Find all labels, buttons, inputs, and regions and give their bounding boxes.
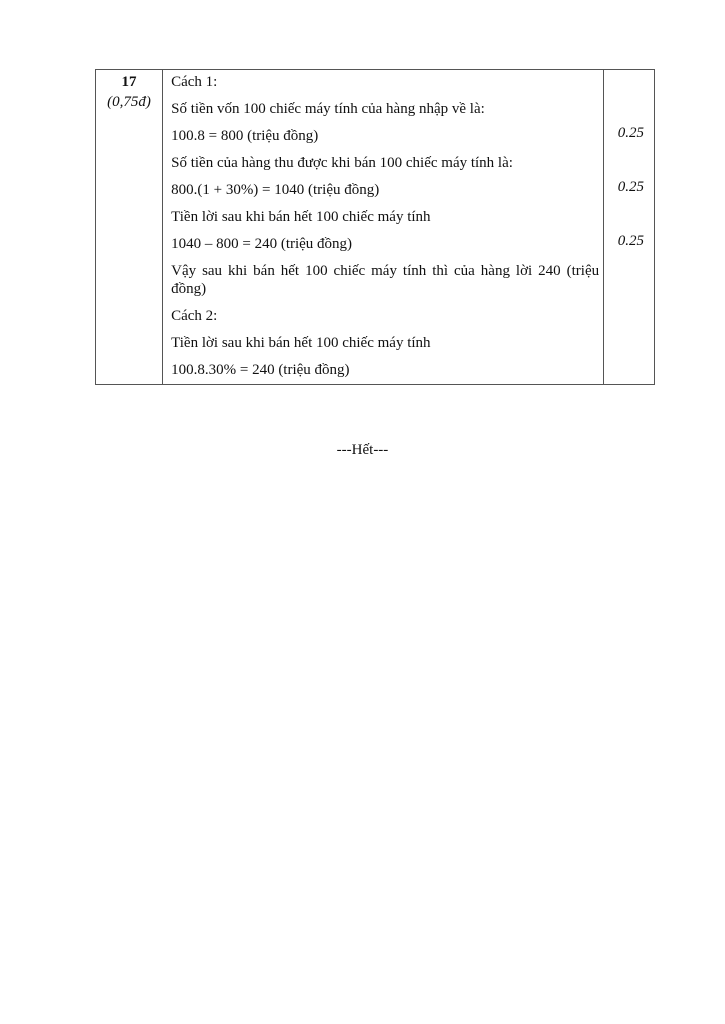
score-value: 0.25 <box>617 179 644 195</box>
question-number: 17 <box>121 74 137 90</box>
solution-line: Tiền lời sau khi bán hết 100 chiếc máy tính <box>171 209 431 225</box>
solution-line: Số tiền của hàng thu được khi bán 100 chiếc máy tính là: <box>171 155 513 171</box>
end-of-document-mark: ---Hết--- <box>336 442 389 458</box>
score-value: 0.25 <box>617 233 644 249</box>
answer-table <box>95 69 655 385</box>
score-cell <box>603 70 654 385</box>
solution-line: Cách 2: <box>171 308 218 324</box>
solution-line: Vậy sau khi bán hết 100 chiếc máy tính thì của hàng lời 240 (triệu đồng) <box>171 263 600 297</box>
question-points: (0,75đ) <box>107 94 151 110</box>
score-value: 0.25 <box>617 125 644 141</box>
solution-line: Số tiền vốn 100 chiếc máy tính của hàng nhập về là: <box>171 101 485 117</box>
solution-line: 100.8.30% = 240 (triệu đồng) <box>171 362 350 378</box>
solution-line: Tiền lời sau khi bán hết 100 chiếc máy tính <box>171 335 431 351</box>
question-cell <box>96 70 163 385</box>
solution-line: Cách 1: <box>171 74 218 90</box>
solution-line: 800.(1 + 30%) = 1040 (triệu đồng) <box>171 182 380 198</box>
solution-line: 100.8 = 800 (triệu đồng) <box>171 128 319 144</box>
table-row <box>96 70 655 385</box>
solution-cell <box>163 70 604 385</box>
solution-line: 1040 – 800 = 240 (triệu đồng) <box>171 236 353 252</box>
